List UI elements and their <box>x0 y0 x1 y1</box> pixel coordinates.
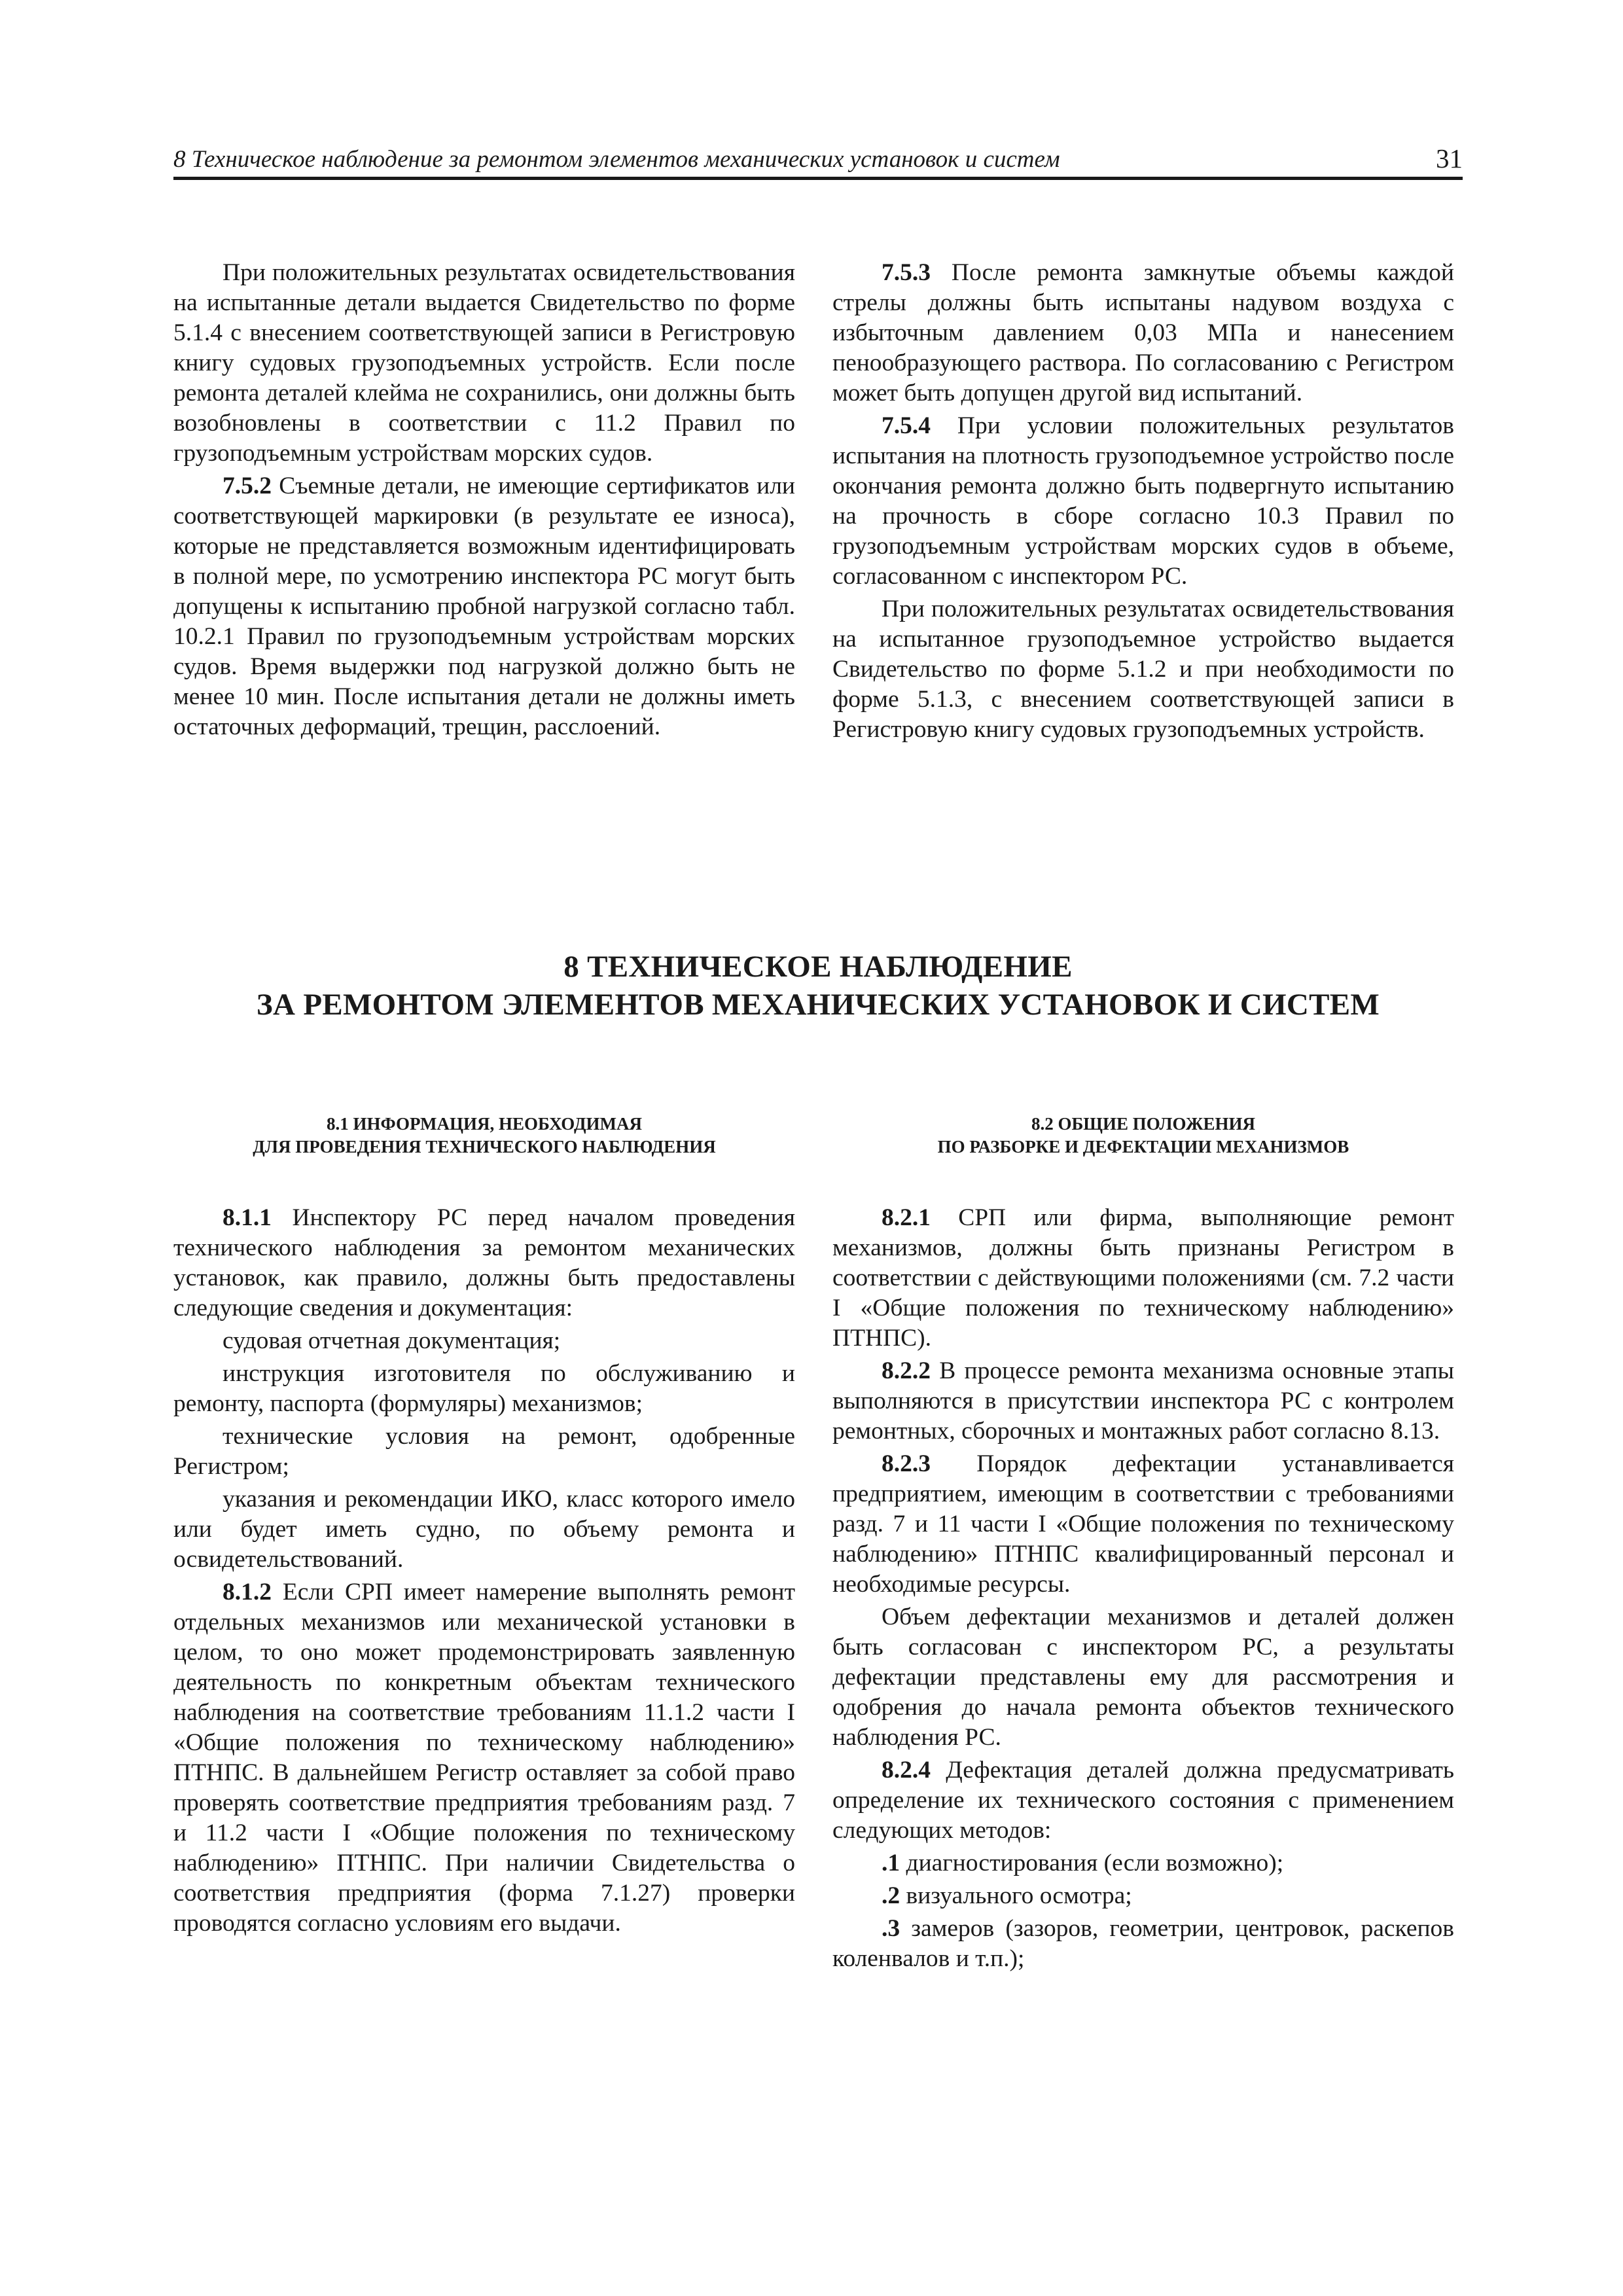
clause-number: 8.1.1 <box>223 1204 272 1231</box>
paragraph-8-2-2 <box>832 1356 1454 1446</box>
clause-number: 8.1.2 <box>223 1579 272 1605</box>
clause-number: 7.5.4 <box>882 412 931 439</box>
paragraph-defect-scope: Объем дефектации механизмов и деталей должен быть согласован с инспектором РС, а результаты дефектации представлены ему для рассмотрения и одобрения до начала ремонта объектов технического наблюдения РС. <box>832 1604 1454 1751</box>
clause-text: После ремонта замкнутые объемы каждой стрелы должны быть испытаны надувом воздуха с избыточным давлением 0,03 МПа и нанесением пенообразующего раствора. По согласованию с Регистром может быть допущен другой вид испытаний. <box>832 259 1454 406</box>
clause-text: В процессе ремонта механизма основные этапы выполняются в присутствии инспектора РС с контролем ремонтных, сборочных и монтажных работ согласно 8.13. <box>832 1357 1454 1444</box>
section-heading-line-1: 8.1 ИНФОРМАЦИЯ, НЕОБХОДИМАЯ <box>326 1114 643 1134</box>
clause-number: 8.2.1 <box>882 1204 931 1231</box>
paragraph-certificate-5-1-2: При положительных результатах освидетельствования на испытанное грузоподъемное устройство выдается Свидетельство по форме 5.1.2 и при необходимости по форме 5.1.3, с внесением соответствующей записи в Регистровую книгу судовых грузоподъемных устройств. <box>832 596 1454 743</box>
clause-number: 7.5.3 <box>882 259 931 286</box>
clause-text: При условии положительных результатов испытания на плотность грузоподъемное устройство после окончания ремонта должно быть подвергнуто испытанию на прочность в сборе согласно 10.3 Правил по грузоподъемным устройствам морских судов в объеме, согласованном с инспектором РС. <box>832 412 1454 590</box>
clause-text: Если СРП имеет намерение выполнять ремонт отдельных механизмов или механической установки в целом, то оно может продемонстрировать заявленную деятельность по конкретным объектам технического наблюдения на соответствие требованиям 11.1.2 части I «Общие положения по техническому наблюдению» ПТНПС. В дальнейшем Регистр оставляет за собой право проверять соответствие предприятия требованиям разд. 7 и 11.2 части I «Общие положения по техническому наблюдению» ПТНПС. При наличии Свидетельства о соответствия предприятия (форма 7.1.27) проверки проводятся согласно условиям его выдачи. <box>173 1579 795 1937</box>
section-8-1-heading <box>173 1113 795 1158</box>
chapter-title <box>173 948 1463 1024</box>
paragraph-8-2-4 <box>832 1755 1454 1846</box>
section-heading-line-2: ПО РАЗБОРКЕ И ДЕФЕКТАЦИИ МЕХАНИЗМОВ <box>937 1137 1349 1157</box>
list-item: инструкция изготовителя по обслуживанию и ремонту, паспорта (формуляры) механизмов; <box>173 1360 795 1417</box>
top-right-column <box>832 258 1454 745</box>
top-left-column <box>173 258 795 742</box>
item-number: .3 <box>882 1915 901 1942</box>
page-number: 31 <box>1436 143 1463 173</box>
item-text: диагностирования (если возможно); <box>900 1850 1284 1876</box>
section-8-2-heading <box>832 1113 1454 1158</box>
item-number: .2 <box>882 1882 901 1909</box>
running-header <box>173 139 1463 178</box>
paragraph-certificate-5-1-4: При положительных результатах освидетельствования на испытанные детали выдается Свидетельство по форме 5.1.4 с внесением соответствующей записи в Регистровую книгу судовых грузоподъемных устройств. Если после ремонта деталей клейма не сохранились, они должны быть возобновлены в соответствии с 11.2 Правил по грузоподъемным устройствам морских судов. <box>173 259 795 467</box>
paragraph-8-2-1 <box>832 1203 1454 1354</box>
clause-text: СРП или фирма, выполняющие ремонт механизмов, должны быть признаны Регистром в соответствии с действующими положениями (см. 7.2 части I «Общие положения по техническому наблюдению» ПТНПС). <box>832 1204 1454 1352</box>
method-item <box>832 1848 1454 1878</box>
section-8-1-body <box>173 1203 795 1939</box>
method-item <box>832 1881 1454 1911</box>
paragraph-7-5-3 <box>832 258 1454 408</box>
clause-text: Инспектору РС перед началом проведения технического наблюдения за ремонтом механических установок, как правило, должны быть предоставлены следующие сведения и документация: <box>173 1204 795 1321</box>
section-8-2-body <box>832 1203 1454 1974</box>
clause-number: 8.2.4 <box>882 1757 931 1784</box>
list-item: технические условия на ремонт, одобренные Регистром; <box>173 1423 795 1480</box>
clause-number: 8.2.2 <box>882 1357 931 1384</box>
list-item: судовая отчетная документация; <box>223 1327 561 1354</box>
paragraph-7-5-2 <box>173 471 795 742</box>
header-divider <box>173 177 1463 180</box>
clause-text: Съемные детали, не имеющие сертификатов или соответствующей маркировки (в результате ее износа), которые не представляется возможным идентифицировать в полной мере, по усмотрению инспектора РС могут быть допущены к испытанию пробной нагрузкой согласно табл. 10.2.1 Правил по грузоподъемным устройствам морских судов. Время выдержки под нагрузкой должно быть не менее 10 мин. После испытания детали не должны иметь остаточных деформаций, трещин, расслоений. <box>173 473 795 740</box>
item-number: .1 <box>882 1850 901 1876</box>
clause-number: 8.2.3 <box>882 1450 931 1477</box>
method-item <box>832 1914 1454 1974</box>
paragraph-8-1-2 <box>173 1577 795 1939</box>
clause-text: Порядок дефектации устанавливается предприятием, имеющим в соответствии с требованиями разд. 7 и 11 части I «Общие положения по техническому наблюдению» ПТНПС квалифицированный персонал и необходимые ресурсы. <box>832 1450 1454 1598</box>
clause-text: Дефектация деталей должна предусматривать определение их технического состояния с применением следующих методов: <box>832 1757 1454 1844</box>
paragraph-7-5-4 <box>832 411 1454 592</box>
running-header-title: 8 Техническое наблюдение за ремонтом элементов механических установок и систем <box>173 146 1060 173</box>
section-heading-line-1: 8.2 ОБЩИЕ ПОЛОЖЕНИЯ <box>1031 1114 1256 1134</box>
item-text: замеров (зазоров, геометрии, центровок, раскепов коленвалов и т.п.); <box>832 1915 1454 1972</box>
section-heading-line-2: ДЛЯ ПРОВЕДЕНИЯ ТЕХНИЧЕСКОГО НАБЛЮДЕНИЯ <box>253 1137 716 1157</box>
list-item: указания и рекомендации ИКО, класс которого имело или будет иметь судно, по объему ремонта и освидетельствований. <box>173 1486 795 1573</box>
chapter-title-line-1: 8 ТЕХНИЧЕСКОЕ НАБЛЮДЕНИЕ <box>563 950 1073 984</box>
paragraph-8-1-1 <box>173 1203 795 1323</box>
item-text: визуального осмотра; <box>900 1882 1132 1909</box>
paragraph-8-2-3 <box>832 1449 1454 1600</box>
clause-number: 7.5.2 <box>223 473 272 499</box>
chapter-title-line-2: ЗА РЕМОНТОМ ЭЛЕМЕНТОВ МЕХАНИЧЕСКИХ УСТАНОВОК И СИСТЕМ <box>256 988 1380 1022</box>
